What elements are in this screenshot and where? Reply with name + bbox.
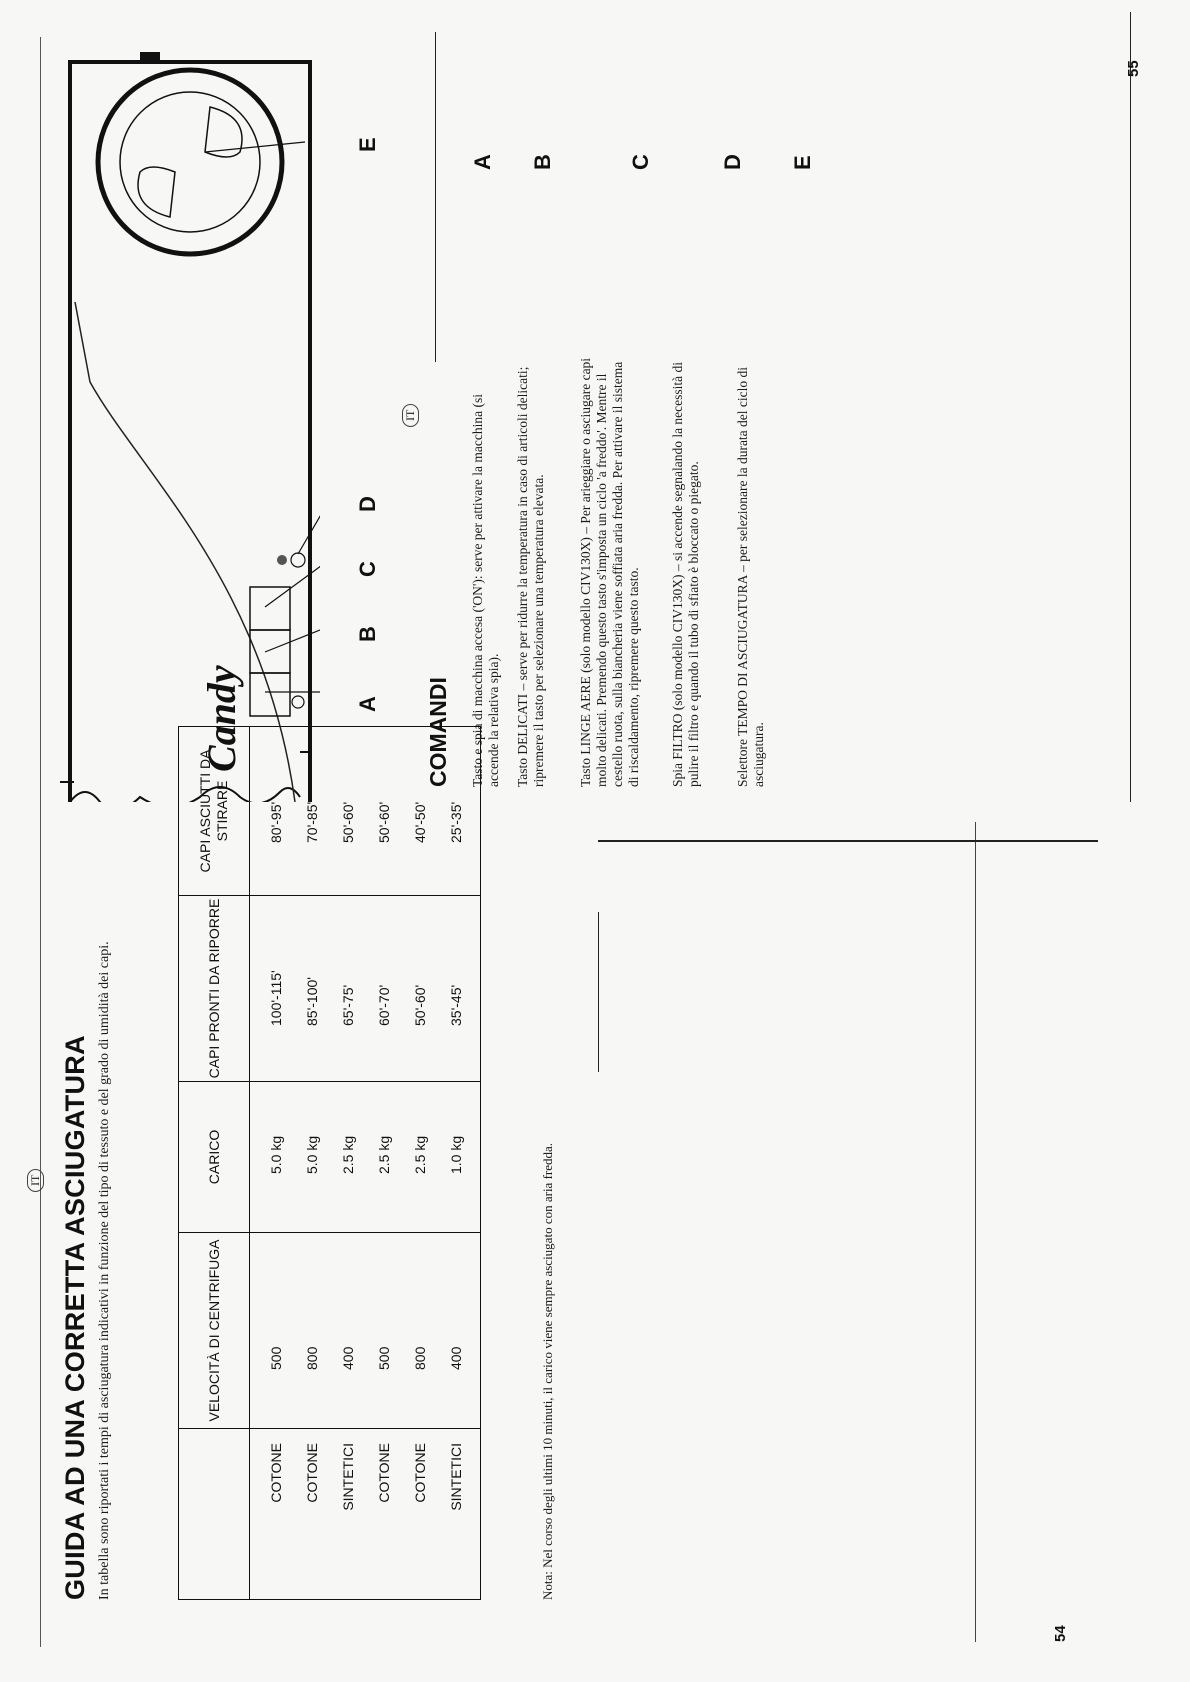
table-body	[250, 727, 481, 1600]
table-header-cell	[179, 1429, 250, 1600]
table-cell: 85'-100'	[304, 977, 320, 1026]
drying-times-table	[178, 726, 481, 1600]
table-cell: 25'-35'	[448, 801, 464, 843]
side-letter: A	[470, 154, 495, 170]
table-cell: 60'-70'	[376, 984, 392, 1026]
language-badge-left: IT	[27, 1169, 44, 1192]
table-cell: COTONE	[412, 1443, 428, 1503]
left-page-title: GUIDA AD UNA CORRETTA ASCIUGATURA	[60, 1035, 90, 1600]
table-cell: 2.5 kg	[412, 1135, 428, 1174]
table-cell: 2.5 kg	[376, 1135, 392, 1174]
language-badge-right: IT	[402, 404, 419, 427]
table-cell: 5.0 kg	[268, 1135, 284, 1174]
table-cell: 2.5 kg	[340, 1135, 356, 1174]
table-cell: 65'-75'	[340, 984, 356, 1026]
table-cell: 800	[304, 1346, 320, 1370]
table-cell: 70'-85'	[304, 801, 320, 843]
control-description: Spia FILTRO (solo modello CIV130X) – si accende segnalando la necessità di pulire il filtro e quando il tubo di sfiato è bloccato o piegato.	[670, 361, 701, 787]
spin-speed-column	[250, 1233, 481, 1429]
table-header-cell: CAPI PRONTI DA RIPORRE	[179, 896, 250, 1082]
load-column	[250, 1082, 481, 1233]
table-cell: COTONE	[268, 1443, 284, 1503]
right-page-title: COMANDI	[425, 677, 451, 787]
page-bottom-rule-right	[1130, 12, 1131, 802]
table-cell: 100'-115'	[268, 970, 284, 1026]
table-header-row	[179, 727, 250, 1600]
page-bottom-rule	[975, 822, 976, 1642]
table-cell: SINTETICI	[448, 1443, 464, 1511]
table-header-cell: CARICO	[179, 1082, 250, 1233]
button-a[interactable]	[250, 673, 290, 716]
control-description: Tasto DELICATI – serve per ridurre la temperatura in caso di articoli delicati; ripremere il tasto per selezionare una temperatura elevata.	[515, 366, 546, 787]
callout-label: E	[355, 137, 380, 152]
timer-dial[interactable]	[98, 70, 282, 254]
divider-line	[598, 912, 599, 1072]
table-cell: 50'-60'	[340, 801, 356, 843]
page-number-left: 54	[1052, 1625, 1069, 1642]
side-letter: E	[790, 155, 815, 170]
side-letter: D	[720, 154, 745, 170]
side-letter: B	[530, 154, 555, 170]
brand-logo: Candy	[199, 665, 244, 772]
table-cell: 5.0 kg	[304, 1135, 320, 1174]
filter-light	[291, 553, 305, 567]
section-rule	[435, 32, 436, 362]
control-description: Tasto e spia di macchina accesa ('ON'): serve per attivare la macchina (si accende la relativa spia).	[470, 394, 501, 787]
table-cell: 50'-60'	[412, 984, 428, 1026]
top-rule	[40, 37, 41, 1647]
spine-line	[598, 840, 1098, 842]
table-cell: COTONE	[376, 1443, 392, 1503]
table-cell: SINTETICI	[340, 1443, 356, 1511]
callout-label: C	[355, 561, 380, 577]
table-cell: 50'-60'	[376, 801, 392, 843]
table-cell: 500	[268, 1346, 284, 1370]
table-cell: 35'-45'	[448, 984, 464, 1026]
callout-label: B	[355, 626, 380, 642]
ready-to-store-column	[250, 896, 481, 1082]
table-cell: 400	[340, 1346, 356, 1370]
drying-note: Nota: Nel corso degli ultimi 10 minuti, il carico viene sempre asciugato con aria fredda.	[540, 1142, 555, 1600]
table-header-cell: VELOCITÀ DI CENTRIFUGA	[179, 1233, 250, 1429]
table-cell: 80'-95'	[268, 801, 284, 843]
callout-label: D	[355, 496, 380, 512]
table-cell: COTONE	[304, 1443, 320, 1503]
page-number-right: 55	[1125, 60, 1142, 77]
left-page-intro: In tabella sono riportati i tempi di asciugatura indicativi in funzione del tipo di tessuto e del grado di umidità dei capi.	[97, 941, 112, 1600]
fabric-column	[250, 1429, 481, 1600]
control-panel-illustration	[60, 42, 320, 802]
side-letter: C	[628, 154, 653, 170]
table-cell: 40'-50'	[412, 801, 428, 843]
table-cell: 1.0 kg	[448, 1135, 464, 1174]
control-description: Selettore TEMPO DI ASCIUGATURA – per selezionare la durata del ciclo di asciugatura.	[735, 366, 766, 787]
table-cell: 500	[376, 1346, 392, 1370]
callout-label: A	[355, 696, 380, 712]
table-header-cell: CAPI ASCIUTTI DA STIRARE	[179, 727, 250, 896]
control-description: Tasto LINGE AERE (solo modello CIV130X) – Per arieggiare o asciugare capi molto delicati. Premendo questo tasto s'imposta un ciclo 'a freddo'. Mentre il cestello ruota, sulla biancheria viene soffiata aria fredda. Per attivare il sistema di riscaldamento, ripremere questo tasto.	[578, 357, 641, 787]
table-cell: 800	[412, 1346, 428, 1370]
table-cell: 400	[448, 1346, 464, 1370]
